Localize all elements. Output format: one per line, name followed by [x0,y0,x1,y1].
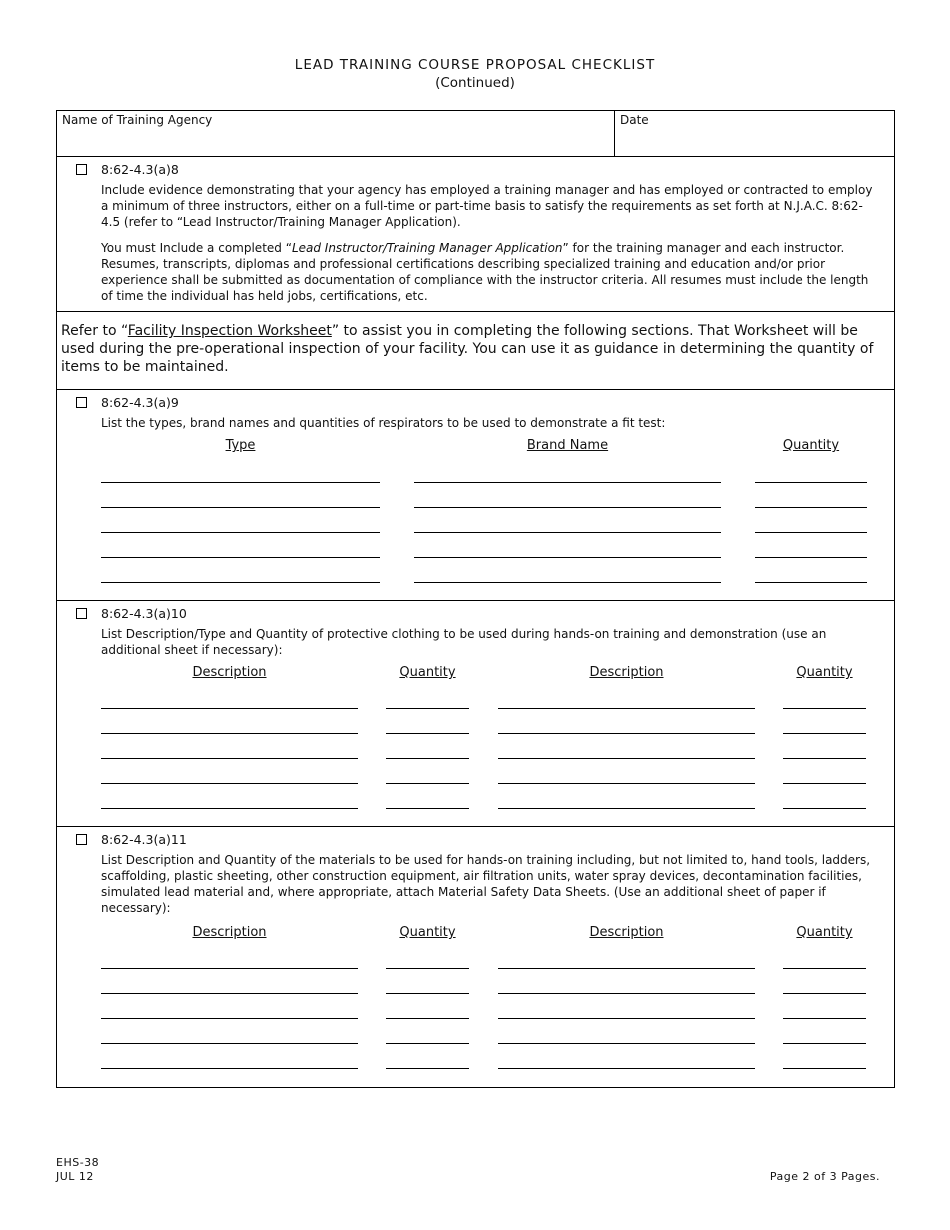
refer-text: Refer to “Facility Inspection Worksheet” to assist you in completing the following sections. That Worksheet will be used during the pre-operational inspection of your facility. You can use it as guidance in determining the quantity of items to be maintained. [61,323,874,375]
description-line[interactable] [101,1043,358,1044]
brand-line[interactable] [414,507,721,508]
quantity-line[interactable] [386,1018,469,1019]
date-label: Date [620,113,649,127]
page-number: Page 2 of 3 Pages. [769,1170,880,1183]
description-line[interactable] [101,808,358,809]
form-title: LEAD TRAINING COURSE PROPOSAL CHECKLIST [294,57,656,73]
checkbox-a9[interactable] [76,397,87,408]
description-line[interactable] [101,1018,358,1019]
quantity-line[interactable] [783,1018,866,1019]
date-field[interactable] [615,111,894,157]
quantity-line[interactable] [783,758,866,759]
section-a11-instruction: List Description and Quantity of the materials to be used for hands-on training including, but not limited to, hand tools, ladders, scaffolding, plastic sheeting, other construction equipment, air filtration units, water spray devices, decontamination facilities, simulated lead material and, where appropriate, attach Material Safety Data Sheets. (Use an additional sheet of paper if necessary): [101,853,871,915]
checkbox-a11[interactable] [76,834,87,845]
description-line[interactable] [498,993,755,994]
quantity-line[interactable] [755,507,867,508]
section-a9-instruction: List the types, brand names and quantities of respirators to be used to demonstrate a fit test: [101,416,666,430]
section-a10-instruction: List Description/Type and Quantity of protective clothing to be used during hands-on training and demonstration (use an additional sheet if necessary): [101,627,827,657]
quantity-line[interactable] [783,968,866,969]
section-a8-paragraph-2: You must Include a completed “Lead Instructor/Training Manager Application” for the training manager and each instructor. Resumes, transcripts, diplomas and professional certifications describing specialized training and education and/or prior experience shall be submitted as documentation of compliance with the instructor criteria. All resumes must include the length of time the individual has held jobs, certifications, etc. [101,241,869,303]
section-a10 [57,601,894,827]
form-subtitle: (Continued) [435,75,515,91]
quantity-line[interactable] [386,758,469,759]
quantity-line[interactable] [386,733,469,734]
quantity-line[interactable] [783,708,866,709]
type-line[interactable] [101,557,380,558]
column-header-quantity: Quantity [399,925,456,940]
description-line[interactable] [498,783,755,784]
column-header-description: Description [192,925,267,940]
quantity-line[interactable] [386,1043,469,1044]
brand-line[interactable] [414,482,721,483]
column-header-description: Description [192,665,267,680]
application-title: Lead Instructor/Training Manager Application [291,241,563,255]
quantity-line[interactable] [783,783,866,784]
column-header-quantity: Quantity [796,665,853,680]
checkbox-a10[interactable] [76,608,87,619]
brand-line[interactable] [414,532,721,533]
description-line[interactable] [498,1043,755,1044]
description-line[interactable] [101,733,358,734]
quantity-line[interactable] [783,808,866,809]
form-date: JUL 12 [56,1170,94,1183]
quantity-line[interactable] [386,968,469,969]
quantity-line[interactable] [386,808,469,809]
checklist-form [56,110,895,1088]
form-id [56,1156,99,1184]
quantity-line[interactable] [783,993,866,994]
column-header-description: Description [589,925,664,940]
refer-notice [57,312,894,390]
quantity-line[interactable] [755,557,867,558]
section-a9 [57,390,894,601]
quantity-line[interactable] [386,783,469,784]
description-line[interactable] [101,758,358,759]
type-line[interactable] [101,482,380,483]
column-header-type: Type [225,438,256,453]
quantity-line[interactable] [386,1068,469,1069]
column-header-description: Description [589,665,664,680]
description-line[interactable] [498,758,755,759]
section-a11 [57,827,894,1087]
column-header-quantity: Quantity [782,438,840,453]
description-line[interactable] [498,1068,755,1069]
quantity-line[interactable] [783,733,866,734]
description-line[interactable] [101,968,358,969]
quantity-line[interactable] [755,582,867,583]
section-code: 8:62-4.3(a)11 [101,832,187,847]
type-line[interactable] [101,507,380,508]
section-a8-paragraph-1: Include evidence demonstrating that your agency has employed a training manager and has employed or contracted to employ a minimum of three instructors, either on a full-time or part-time basis to satisfy the requirements as set forth at N.J.A.C. 8:62-4.5 (refer to “Lead Instructor/Training Manager Application). [101,183,873,229]
quantity-line[interactable] [783,1068,866,1069]
description-line[interactable] [101,1068,358,1069]
quantity-line[interactable] [386,708,469,709]
brand-line[interactable] [414,557,721,558]
description-line[interactable] [101,708,358,709]
page-title [0,56,950,92]
agency-name-label: Name of Training Agency [62,113,213,127]
checkbox-a8[interactable] [76,164,87,175]
section-code: 8:62-4.3(a)10 [101,606,187,621]
description-line[interactable] [498,1018,755,1019]
type-line[interactable] [101,582,380,583]
quantity-line[interactable] [755,482,867,483]
section-code: 8:62-4.3(a)8 [101,162,179,177]
description-line[interactable] [498,968,755,969]
quantity-line[interactable] [755,532,867,533]
description-line[interactable] [498,708,755,709]
description-line[interactable] [498,808,755,809]
brand-line[interactable] [414,582,721,583]
form-code: EHS-38 [56,1156,100,1169]
description-line[interactable] [498,733,755,734]
description-line[interactable] [101,993,358,994]
type-line[interactable] [101,532,380,533]
section-a8 [57,157,894,312]
facility-inspection-worksheet-link[interactable]: Facility Inspection Worksheet [127,323,332,339]
quantity-line[interactable] [783,1043,866,1044]
section-code: 8:62-4.3(a)9 [101,395,179,410]
column-header-quantity: Quantity [796,925,853,940]
column-header-quantity: Quantity [399,665,456,680]
header-row [57,111,894,157]
agency-name-field[interactable] [57,111,615,157]
column-header-brand-name: Brand Name [526,438,609,453]
description-line[interactable] [101,783,358,784]
quantity-line[interactable] [386,993,469,994]
